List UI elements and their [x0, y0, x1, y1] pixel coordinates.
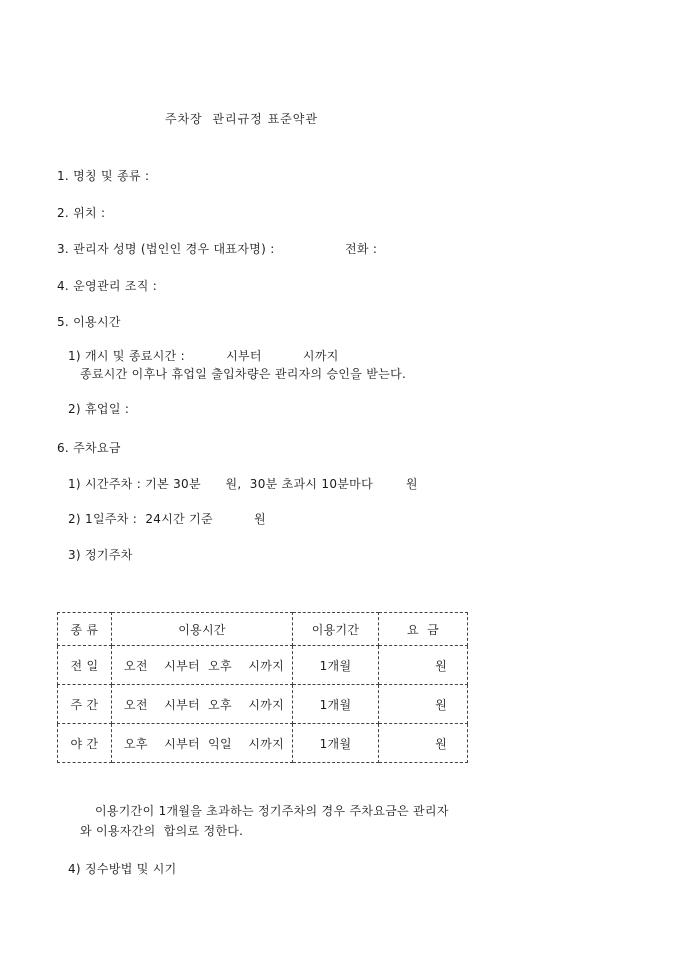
item-6-2-daily-parking: 2) 1일주차 : 24시간 기준 원	[68, 512, 266, 526]
item-1-name-and-type: 1. 명칭 및 종류 :	[57, 169, 150, 183]
item-3-phone-label: 전화 :	[345, 242, 378, 256]
cell-period: 1개월	[293, 646, 379, 685]
item-3-manager-name: 3. 관리자 성명 (법인인 경우 대표자명) :	[57, 242, 275, 256]
table-header-row	[58, 613, 468, 646]
item-5-1-start-end-time: 1) 개시 및 종료시간 : 시부터 시까지	[68, 349, 339, 363]
table-row	[58, 685, 468, 724]
cell-fee: 원	[379, 646, 468, 685]
cell-hours: 오후 시부터 익일 시까지	[112, 724, 293, 763]
cell-hours: 오전 시부터 오후 시까지	[112, 685, 293, 724]
item-5-2-closed-days: 2) 휴업일 :	[68, 402, 130, 416]
header-period: 이용기간	[293, 613, 379, 646]
regular-parking-note-line2: 와 이용자간의 합의로 정한다.	[80, 824, 244, 838]
item-6-1-hourly-parking: 1) 시간주차 : 기본 30분 원, 30분 초과시 10분마다 원	[68, 477, 418, 491]
cell-kind: 전 일	[58, 646, 112, 685]
item-5-1-note: 종료시간 이후나 휴업일 출입차량은 관리자의 승인을 받는다.	[80, 367, 407, 381]
table-row	[58, 724, 468, 763]
header-fee: 요 금	[379, 613, 468, 646]
cell-fee: 원	[379, 685, 468, 724]
document-title: 주차장 관리규정 표준약관	[165, 112, 318, 126]
item-6-3-regular-parking: 3) 정기주차	[68, 548, 133, 562]
regular-parking-fee-table	[57, 612, 468, 763]
header-hours: 이용시간	[112, 613, 293, 646]
item-4-operation-org: 4. 운영관리 조직 :	[57, 279, 158, 293]
cell-period: 1개월	[293, 724, 379, 763]
item-6-4-collection-method: 4) 징수방법 및 시기	[68, 862, 177, 876]
cell-hours: 오전 시부터 오후 시까지	[112, 646, 293, 685]
item-6-parking-fee: 6. 주차요금	[57, 441, 121, 455]
cell-kind: 야 간	[58, 724, 112, 763]
cell-kind: 주 간	[58, 685, 112, 724]
table-row	[58, 646, 468, 685]
cell-fee: 원	[379, 724, 468, 763]
regular-parking-note-line1: 이용기간이 1개월을 초과하는 정기주차의 경우 주차요금은 관리자	[95, 804, 449, 818]
item-2-location: 2. 위치 :	[57, 206, 106, 220]
cell-period: 1개월	[293, 685, 379, 724]
item-5-usage-hours: 5. 이용시간	[57, 315, 121, 329]
header-kind: 종 류	[58, 613, 112, 646]
